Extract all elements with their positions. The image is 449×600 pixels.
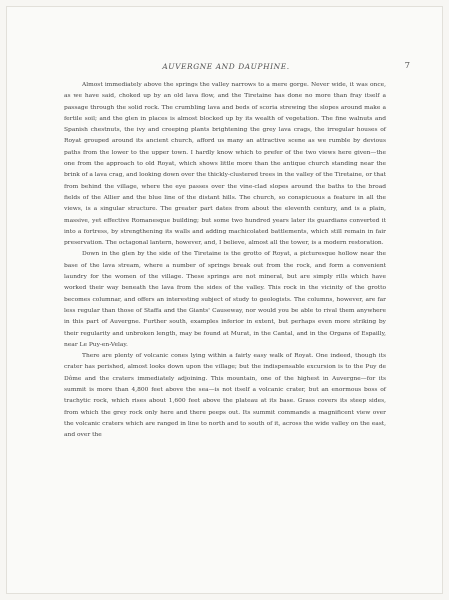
paragraph-3: There are plenty of volcanic cones lying within a fairly easy walk of Royat. One indeed, though its crater has perished, almost looks down upon the village; but the indispensable excursion is to the Puy de Dôme and the craters immediately adjoining. This mountain, one of the highest in Auvergne—for its summit is more than 4,800 feet above the sea—is not itself a volcanic crater, but an enormous boss of trachytic rock, which rises about 1,600 feet above the plateau at its base. Grass covers its steep sides, from which the grey rock only here and there peeps out. Its summit commands a magnificent view over the volcanic craters which are ranged in line to north and to south of it, across the wide valley on the east, and over the: [64, 353, 386, 439]
page-number: 7: [404, 61, 410, 71]
page-header: [42, 62, 410, 74]
paragraph-1: Almost immediately above the springs the valley narrows to a mere gorge. Never wide, it was once, as we have said, choked up by an old lava flow, and the Tiretaine has done no more than fray itself a passage through the solid rock. The crumbling lava and beds of scoria strewing the slopes around make a fertile soil; and the glen in places is almost blocked up by its wealth of vegetation. The fine walnuts and Spanish chestnuts, the ivy and creeping plants brightening the grey lava crags, the irregular houses of Royat grouped around its ancient church, afford us many an attractive scene as we rumble by devious paths from the lower to the upper town. I hardly know which to prefer of the two views here given—the one from the approach to old Royat, which shows little more than the antique church standing near the brink of a lava crag, and looking down over the thickly-clustered trees in the valley of the Tiretaine, or that from behind the village, where the eye passes over the vine-clad slopes around the baths to the broad fields of the Allier and the blue line of the distant hills. The church, so conspicuous a feature in all the views, is a singular structure. The greater part dates from about the eleventh century, and is a plain, massive, yet effective Romanesque building; but some two hundred years later its guardians converted it into a fortress, by strengthening its walls and adding machicolated battlements, which still remain in fair preservation. The octagonal lantern, however, and, I believe, almost all the tower, is a modern restoration.: [64, 82, 386, 247]
body-text: [64, 80, 386, 442]
paragraph-2: Down in the glen by the side of the Tiretaine is the grotto of Royat, a picturesque hollow near the base of the lava stream, where a number of springs break out from the rock, and form a convenient laundry for the women of the village. These springs are not mineral, but are simply rills which have worked their way beneath the lava from the sides of the valley. This rock in the vicinity of the grotto becomes columnar, and offers an interesting subject of study to geologists. The columns, however, are far less regular than those of Staffa and the Giants' Causeway, nor would you be able to rival them anywhere in this part of Auvergne. Further south, examples inferior in extent, but perhaps even more striking by their regularity and unbroken length, may be found at Murat, in the Cantal, and in the Organs of Espailly, near Le Puy-en-Velay.: [64, 251, 386, 348]
running-title: AUVERGNE AND DAUPHINE.: [162, 62, 290, 71]
